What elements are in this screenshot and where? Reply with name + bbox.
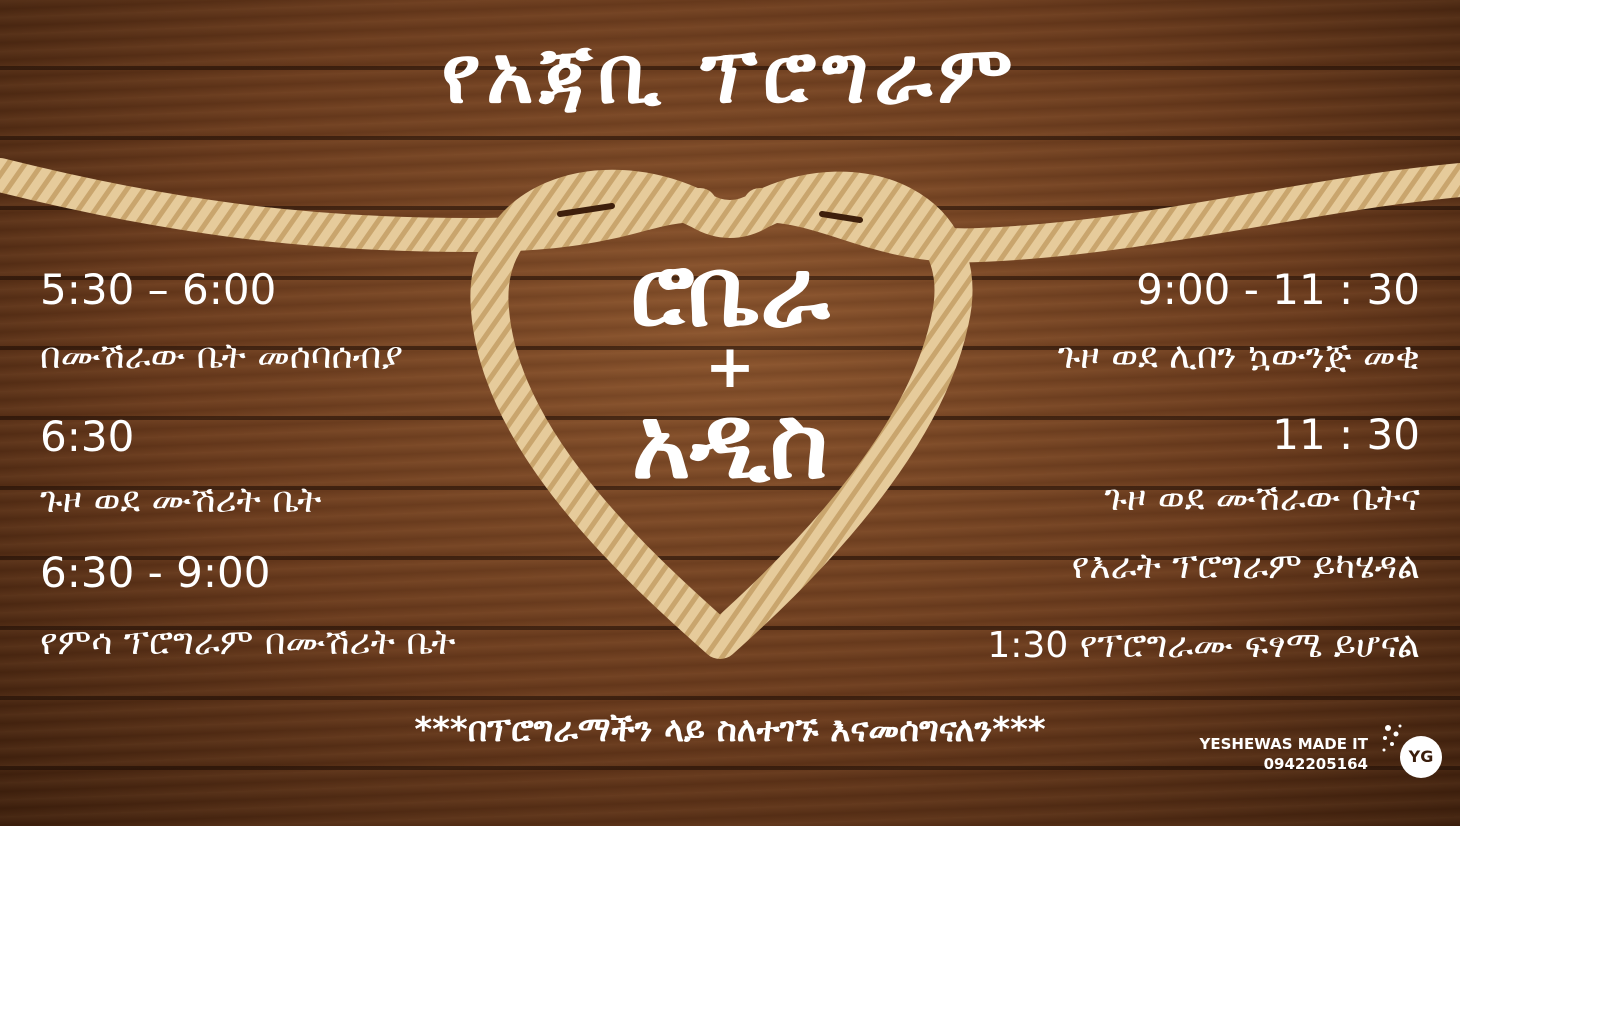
groom-name: ሮቤራ — [630, 236, 830, 348]
couple-plus-sign: + — [704, 332, 756, 402]
right-event-3 — [987, 625, 1420, 667]
designer-credit — [1200, 734, 1369, 774]
right-time-1: 9:00 - 11 : 30 — [1136, 265, 1420, 314]
left-event-1: በሙሽራው ቤት መሰባሰብያ — [40, 336, 403, 377]
left-time-1: 5:30 – 6:00 — [40, 265, 277, 314]
credit-phone: 0942205164 — [1263, 755, 1368, 773]
right-event-3-text: የፕሮግራሙ ፍፃሜ ይሆናል — [1079, 625, 1420, 666]
right-time-3: 1:30 — [987, 625, 1069, 666]
thank-you-message: ***በፕሮግራማችን ላይ ስለተገኙ እናመሰግናለን*** — [414, 710, 1046, 750]
designer-logo: YG — [1400, 736, 1442, 778]
right-event-2-cont: የእራት ፕሮግራም ይካሄዳል — [1071, 546, 1420, 587]
page-title: የአጃቢ ፕሮግራም — [441, 28, 1019, 121]
right-event-2: ጉዞ ወደ ሙሽራው ቤትና — [1104, 478, 1420, 519]
left-time-3: 6:30 - 9:00 — [40, 548, 271, 597]
left-event-3: የምሳ ፕሮግራም በሙሽሪት ቤት — [40, 622, 456, 663]
left-time-2: 6:30 — [40, 412, 135, 461]
credit-name: YESHEWAS MADE IT — [1199, 735, 1368, 753]
right-event-1: ጉዞ ወደ ሊበን ኳውንጅ መቂ — [1057, 336, 1420, 377]
left-event-2: ጉዞ ወደ ሙሽሪት ቤት — [40, 480, 322, 521]
bride-name: አዲስ — [631, 384, 829, 501]
right-time-2: 11 : 30 — [1272, 410, 1420, 459]
